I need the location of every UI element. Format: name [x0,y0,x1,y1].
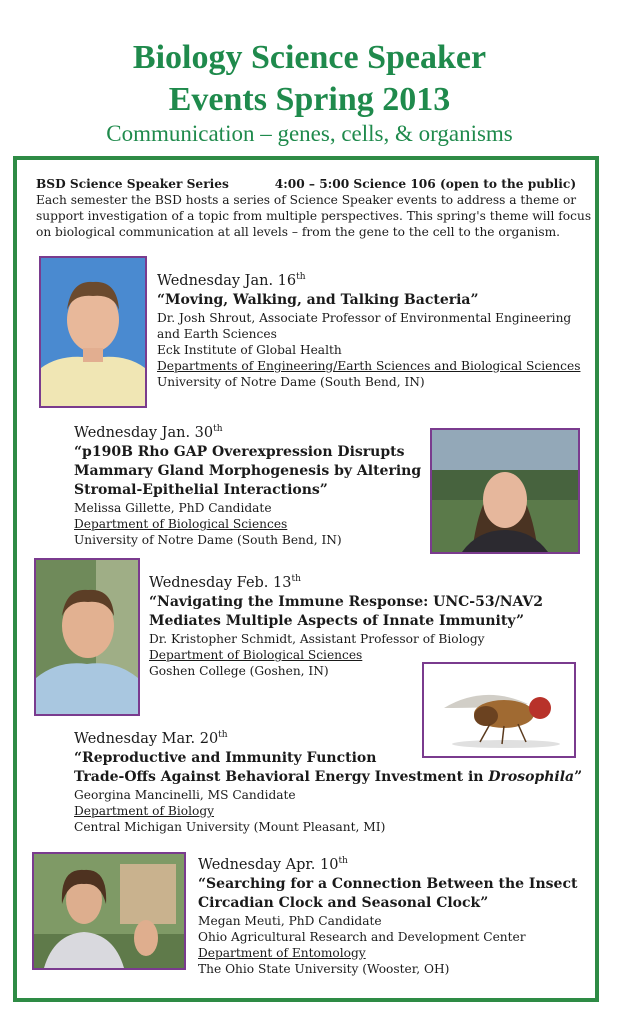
event-date: Wednesday Apr. 10 [198,856,339,873]
event-speaker: Dr. Kristopher Schmidt, Assistant Professor of Biology [149,631,485,646]
speaker-photo-meuti [32,852,186,970]
event-4: Wednesday Mar. 20th “Reproductive and Immunity Function Trade-Offs Against Behavioral Energy Investment in Drosophila” Georgina Mancinelli, MS Candidate Department of Biology Central Michigan University (Mount Pleasant, MI) [74,730,583,834]
event-speaker: Megan Meuti, PhD Candidate [198,913,382,928]
event-department: Department of Biological Sciences [74,516,288,531]
event-department: Department of Biological Sciences [149,647,363,662]
event-title: “Searching for a Connection Between the Insect [198,875,578,892]
event-department: Department of Biology [74,803,215,818]
event-3: Wednesday Feb. 13th “Navigating the Immune Response: UNC-53/NAV2 Mediates Multiple Aspects of Innate Immunity” Dr. Kristopher Schmidt, Assistant Professor of Biology Department of Biological Sciences Goshen College (Goshen, IN) [149,574,543,678]
event-department: Departments of Engineering/Earth Sciences and Biological Sciences [157,358,581,373]
intro-line: Each semester the BSD hosts a series of Science Speaker events to address a theme or [36,193,577,207]
speaker-photo-gillette [430,428,580,554]
speaker-photo-shrout [39,256,147,408]
speaker-photo-schmidt [34,558,140,716]
event-affiliation: Eck Institute of Global Health [157,342,342,357]
event-title: “Moving, Walking, and Talking Bacteria” [157,291,479,308]
event-institution: University of Notre Dame (South Bend, IN) [157,374,425,389]
page-subtitle: Communication – genes, cells, & organisms [106,121,513,146]
page-title-line-2: Events Spring 2013 [168,81,451,118]
intro-line: on biological communication at all levels – from the gene to the cell to the organism. [36,225,561,239]
event-1: Wednesday Jan. 16th “Moving, Walking, and Talking Bacteria” Dr. Josh Shrout, Associate Professor of Environmental Engineering and Earth Sciences Eck Institute of Global Health Departments of Engineering/Earth Sciences and Biological Sciences University of Notre Dame (South Bend, IN) [157,272,581,389]
page-title-line-1: Biology Science Speaker [132,39,487,76]
event-title: Mediates Multiple Aspects of Innate Immunity” [149,612,525,629]
event-title: Stromal-Epithelial Interactions” [74,481,328,498]
event-department: Department of Entomology [198,945,366,960]
event-title: “Navigating the Immune Response: UNC-53/NAV2 [149,593,543,610]
event-institution: Goshen College (Goshen, IN) [149,663,329,678]
series-label: BSD Science Speaker Series [36,177,229,191]
event-5: Wednesday Apr. 10th “Searching for a Connection Between the Insect Circadian Clock and Seasonal Clock” Megan Meuti, PhD Candidate Ohio Agricultural Research and Development Center Department of Entomology The Ohio State University (Wooster, OH) [198,856,578,976]
event-speaker: Georgina Mancinelli, MS Candidate [74,787,296,802]
event-date: Wednesday Mar. 20 [74,730,219,747]
event-title: “p190B Rho GAP Overexpression Disrupts [74,443,405,460]
event-date: Wednesday Jan. 30 [74,424,214,441]
event-title: Circadian Clock and Seasonal Clock” [198,894,489,911]
event-title: “Reproductive and Immunity Function [74,749,377,766]
event-title: Mammary Gland Morphogenesis by Altering [74,462,422,479]
event-title: Trade-Offs Against Behavioral Energy Investment in Drosophila” [74,768,583,785]
event-speaker: Melissa Gillette, PhD Candidate [74,500,272,515]
event-date: Wednesday Jan. 16 [157,272,297,289]
event-affiliation: Ohio Agricultural Research and Development Center [198,929,526,944]
event-speaker: Dr. Josh Shrout, Associate Professor of Environmental Engineering [157,310,572,325]
event-2: Wednesday Jan. 30th “p190B Rho GAP Overexpression Disrupts Mammary Gland Morphogenesis by Altering Stromal-Epithelial Interactions” Melissa Gillette, PhD Candidate Department of Biological Sciences University of Notre Dame (South Bend, IN) [74,424,422,547]
event-institution: Central Michigan University (Mount Pleasant, MI) [74,819,386,834]
event-institution: The Ohio State University (Wooster, OH) [198,961,450,976]
intro-line: support investigation of a topic from multiple perspectives. This spring's theme will focus [36,209,592,223]
series-schedule: 4:00 – 5:00 Science 106 (open to the public) [274,177,577,191]
event-date: Wednesday Feb. 13 [149,574,292,591]
event-speaker-cont: and Earth Sciences [157,326,277,341]
event-institution: University of Notre Dame (South Bend, IN) [74,532,342,547]
series-intro [36,176,596,240]
